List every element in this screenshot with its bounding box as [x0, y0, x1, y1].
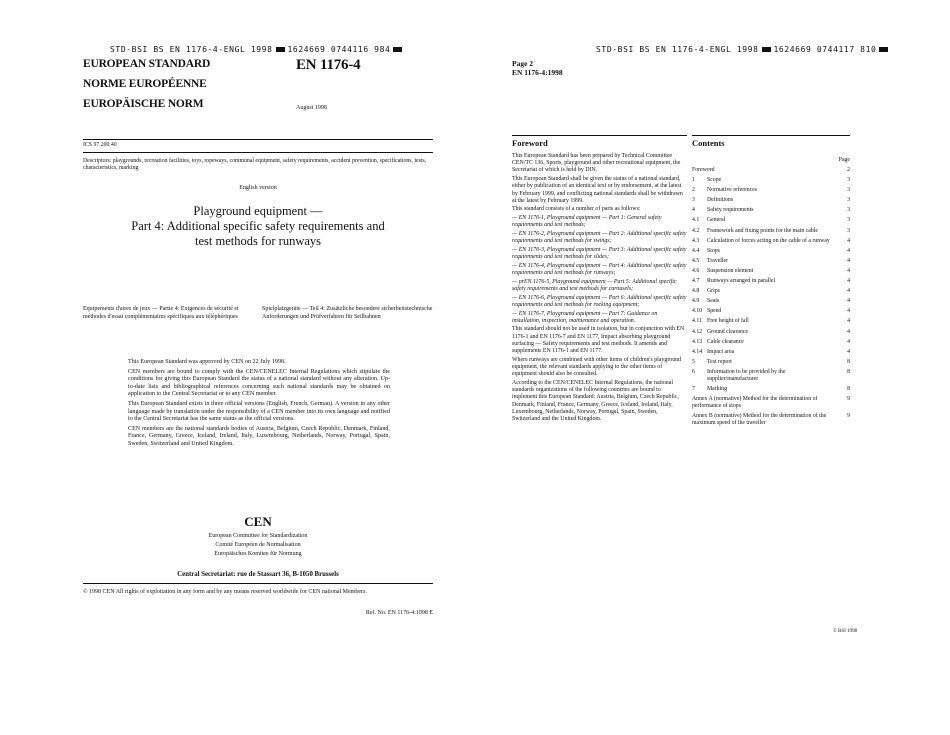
toc-entry[interactable]	[692, 329, 850, 336]
bsi-stamp	[110, 45, 405, 54]
toc-entry-title: Annex A (normative) Method for the determination of performance of stops	[692, 396, 818, 410]
toc-entry-title: Annex B (normative) Method for the determination of the maximum speed of the traveller	[692, 413, 827, 427]
toc-entry-page: 3	[847, 227, 850, 234]
toc-entry-title: Cable clearance	[707, 338, 744, 345]
toc-entry-page: 8	[847, 358, 850, 365]
toc-entry-number: 7	[692, 385, 695, 392]
toc-entry-title: Scope	[707, 177, 722, 184]
toc-entry-page: 4	[847, 348, 850, 355]
toc-entry-number: 4.14	[692, 348, 703, 355]
toc-entry[interactable]	[692, 288, 850, 295]
ics-rule	[83, 152, 433, 153]
title-line: test methods for runways	[194, 234, 322, 248]
toc-entry[interactable]	[692, 248, 850, 255]
title-line: Playground equipment —	[193, 204, 323, 218]
toc-entry-title: Safety requirements	[707, 207, 754, 214]
stamp-block	[762, 47, 771, 52]
stamp-text: STD-BSI BS EN 1176-4-ENGL 1998	[596, 45, 759, 54]
stamp-code: 1624669 0744116 984	[287, 45, 391, 54]
central-secretariat: Central Secretariat: rue de Stassart 36, B-1050 Brussels	[177, 571, 339, 578]
toc-entry-title: Marking	[707, 385, 727, 392]
toc-entry[interactable]	[692, 187, 850, 194]
toc-entry[interactable]	[692, 359, 850, 366]
toc-entry[interactable]	[692, 238, 850, 245]
toc-entry[interactable]	[692, 177, 850, 184]
toc-entry-page: 4	[847, 247, 850, 254]
toc-entry-title: Suspension element	[707, 267, 754, 274]
stamp-block	[276, 47, 285, 52]
foreword-part-item: — EN 1176-2, Playground equipment — Part 2: Additional specific safety requirements and test methods for swings;	[512, 231, 687, 245]
toc-entry-title: Impact area	[707, 348, 735, 355]
header-rule	[83, 139, 433, 140]
table-of-contents	[692, 167, 850, 430]
toc-entry-number: 4.13	[692, 338, 703, 345]
toc-entry-page: 4	[847, 257, 850, 264]
foreword-part-item: — EN 1176-6, Playground equipment — Part 6: Additional specific safety requirements and test methods for rocking equipment;	[512, 294, 687, 308]
toc-entry-title: Normative references	[707, 187, 758, 194]
toc-entry-page: 4	[847, 308, 850, 315]
stamp-code: 1624669 0744117 810	[773, 45, 877, 54]
foreword-paragraph: This European Standard has been prepared by Technical Committee CEN/TC 136, Sports, playground and other recreational equipment, the Secretariat of which is held by DIN.	[512, 153, 681, 174]
toc-entry[interactable]	[692, 413, 850, 427]
page-number-label: Page 2	[512, 59, 534, 68]
toc-entry-page: 9	[847, 413, 850, 420]
copyright-notice: © 1998 CEN All rights of exploitation in any form and by any means reserved worldwide for CEN national Members.	[83, 589, 367, 595]
toc-entry-title: Stops	[707, 247, 720, 254]
toc-entry-page: 8	[847, 368, 850, 375]
standard-number: EN 1176-4	[296, 57, 361, 73]
toc-page-column-label: Page	[838, 157, 850, 163]
toc-entry-page: 8	[847, 385, 850, 392]
toc-entry[interactable]	[692, 308, 850, 315]
toc-entry-number: 4.1	[692, 217, 700, 224]
german-title: Spielplatzgeräte — Teil 4: Zusätzliche besondere sicherheitstechnische Anforderungen und Prüfverfahren für Seilbahnen	[262, 306, 433, 320]
toc-entry-number: 4.4	[692, 247, 700, 254]
toc-entry-page: 4	[847, 318, 850, 325]
right-page	[478, 0, 950, 735]
toc-entry-page: 4	[847, 328, 850, 335]
bsi-stamp	[596, 45, 891, 54]
toc-entry-number: 2	[692, 187, 695, 194]
cen-names	[83, 532, 433, 559]
toc-entry-title: Speed	[707, 308, 722, 315]
toc-entry-number: 4.3	[692, 237, 700, 244]
toc-entry-number: 4.12	[692, 328, 703, 335]
foreword-part-item: — EN 1176-3, Playground equipment — Part 3: Additional specific safety requirements and test methods for slides;	[512, 246, 687, 261]
toc-entry-page: 3	[847, 177, 850, 184]
toc-entry[interactable]	[692, 298, 850, 305]
toc-entry-title: Seats	[707, 298, 720, 305]
foreword-rule	[512, 135, 687, 136]
header-line-en: EUROPEAN STANDARD	[83, 58, 211, 70]
toc-entry[interactable]	[692, 278, 850, 285]
title-line: Part 4: Additional specific safety requirements and	[131, 219, 385, 233]
toc-entry-number: 5	[692, 358, 695, 365]
foreword-heading: Foreword	[512, 138, 548, 148]
toc-entry[interactable]	[692, 167, 850, 174]
toc-entry-number: 4.9	[692, 298, 700, 305]
toc-entry-title: Foreword	[692, 167, 715, 173]
standard-reference: EN 1176-4:1998	[512, 68, 563, 77]
toc-entry-title: Runways arranged in parallel	[707, 278, 776, 285]
toc-entry-page: 4	[847, 278, 850, 285]
descriptors: Descriptors: playgrounds, recreation facilities, toys, ropeways, communal equipment, safety requirements, accident prevention, specifications, tests, characteristics, marking	[83, 158, 427, 172]
toc-entry[interactable]	[692, 217, 850, 224]
toc-entry-title: Grips	[707, 288, 720, 295]
toc-entry-page: 3	[847, 187, 850, 194]
stamp-block	[393, 47, 402, 52]
footer-copyright: © BSI 1998	[833, 629, 858, 634]
toc-entry-number: 4.5	[692, 257, 700, 264]
approval-paragraph: This European Standard was approved by CEN on 22 July 1998.	[128, 359, 286, 365]
toc-entry[interactable]	[692, 386, 850, 393]
toc-entry[interactable]	[692, 318, 850, 325]
stamp-block	[879, 47, 888, 52]
toc-entry-number: 1	[692, 177, 695, 184]
toc-entry-number: 3	[692, 197, 695, 204]
header-line-fr: NORME EUROPÉENNE	[83, 78, 207, 90]
toc-entry-page: 4	[847, 338, 850, 345]
toc-entry-number: 4	[692, 207, 695, 214]
toc-entry-page: 4	[847, 267, 850, 274]
foreword-paragraph: This European Standard shall be given the status of a national standard, either by publication of an identical text or by endorsement, at the latest by February 1999, and conflicting national standards shall be withdrawn at the latest by February 1999.	[512, 176, 683, 204]
foreword-paragraph: According to the CEN/CENELEC Internal Regulations, the national standards organizations of the following countries are bound to implement this European Standard: Austria, Belgium, Czech Republic, Denmark, Finland, France, Germany, Greece, Iceland, Ireland, Italy, Luxembourg, Netherlands, Norway, Portugal, Spain, Sweden, Switzerland and the United Kingdom.	[512, 379, 679, 422]
foreword-part-item: — EN 1176-7, Playground equipment — Part 7: Guidance on installation, inspection, maintenance and operation.	[512, 310, 658, 324]
foreword-paragraph: This standard should not be used in isolation, but in conjunction with EN 1176-1 and EN 1176-7 and EN 1177, Impact absorbing playground surfacing — Safety requirements and test methods. It amends and supplements EN 1176-1 and EN 1177.	[512, 326, 685, 355]
toc-entry-page: 4	[847, 288, 850, 295]
toc-entry[interactable]	[692, 369, 850, 383]
foreword-part-item: — prEN 1176-5, Playground equipment — Part 5: Additional specific safety requirements and test methods for carousels;	[512, 278, 677, 292]
foreword-paragraph: Where runways are combined with other items of children's playground equipment, the relevant standards applying to the other items of equipment should also be consulted.	[512, 356, 682, 378]
cen-name-en: European Committee for Standardization	[208, 533, 308, 539]
cen-logo-text: CEN	[244, 514, 272, 529]
toc-entry-title: Information to be provided by the supplier/manufacturer	[707, 368, 786, 382]
toc-entry-page: 9	[847, 396, 850, 403]
toc-entry[interactable]	[692, 396, 850, 410]
stamp-text: STD-BSI BS EN 1176-4-ENGL 1998	[110, 45, 273, 54]
footer-rule	[83, 583, 433, 584]
approval-text	[128, 359, 390, 451]
toc-entry-page: 4	[847, 298, 850, 305]
header-line-de: EUROPÄISCHE NORM	[83, 98, 204, 110]
toc-entry-page: 4	[847, 237, 850, 244]
cen-name-de: Europäisches Komitee für Normung	[214, 551, 302, 557]
cen-name-fr: Comité Européen de Normalisation	[215, 542, 301, 548]
approval-paragraph: This European Standard exists in three official versions (English, French, German). A version in any other language made by translation under the responsibility of a CEN member into its own language and notified to the Central Secretariat has the same status as the official versions.	[128, 400, 390, 423]
foreword-body	[512, 153, 687, 425]
toc-entry-title: Calculation of forces acting on the cable of a runway	[707, 237, 830, 244]
ics-code: ICS 97.200.40	[83, 142, 117, 148]
approval-paragraph: CEN members are bound to comply with the CEN/CENELEC Internal Regulations which stipulate the conditions for giving this European Standard the status of a national standard without any alteration. Up-to-date lists and bibliographical references concerning such national standards may be obtained on application to the Central Secretariat or to any CEN member.	[128, 368, 390, 398]
contents-heading: Contents	[692, 138, 725, 148]
contents-rule	[692, 135, 850, 136]
toc-entry-number: 4.11	[692, 318, 702, 325]
foreword-part-item: — EN 1176-1, Playground equipment — Part 1: General safety requirements and test methods;	[512, 215, 662, 229]
toc-entry-page: 3	[847, 197, 850, 204]
toc-entry-number: 6	[692, 368, 695, 375]
version-label: English version	[239, 185, 277, 191]
approval-paragraph: CEN members are the national standards bodies of Austria, Belgium, Czech Republic, Denmark, Finland, France, Germany, Greece, Iceland, Ireland, Italy, Luxembourg, Netherlands, Norway, Portugal, Spain, Sweden, Switzerland and United Kingdom.	[128, 425, 390, 447]
toc-entry-number: 4.6	[692, 267, 700, 274]
toc-entry-title: Test report	[707, 358, 732, 365]
toc-entry-number: 4.8	[692, 288, 700, 295]
toc-entry-page: 3	[847, 207, 850, 214]
document-title	[83, 204, 433, 249]
page-header	[512, 59, 563, 77]
toc-entry-title: General	[707, 217, 726, 224]
toc-entry[interactable]	[692, 349, 850, 356]
toc-entry-title: Traveller	[707, 257, 729, 264]
foreword-part-item: — EN 1176-4, Playground equipment — Part 4: Additional specific safety requirements and test methods for runways;	[512, 262, 687, 277]
toc-entry[interactable]	[692, 339, 850, 346]
toc-entry[interactable]	[692, 258, 850, 265]
reference-number: Ref. No. EN 1176-4:1998 E	[365, 610, 433, 616]
toc-entry-number: 4.10	[692, 308, 703, 315]
toc-entry[interactable]	[692, 228, 850, 235]
toc-entry-page: 2	[847, 167, 850, 173]
toc-entry-page: 3	[847, 217, 850, 224]
publication-date: August 1998	[296, 105, 327, 111]
toc-entry-title: Framework and fixing points for the main cable	[707, 227, 818, 234]
toc-entry-title: Ground clearance	[707, 328, 749, 335]
toc-entry-title: Free height of fall	[707, 318, 749, 325]
toc-entry-title: Definitions	[707, 197, 734, 204]
toc-entry[interactable]	[692, 197, 850, 204]
french-title: Equipements d'aires de jeux — Partie 4: Exigences de sécurité et méthodes d'essai complémentaires spécifiques aux téléphériques	[83, 306, 239, 320]
toc-entry[interactable]	[692, 268, 850, 275]
left-page	[0, 0, 470, 735]
foreword-paragraph: This standard consists of a number of parts as follows:	[512, 206, 641, 213]
toc-entry-number: 4.7	[692, 278, 700, 285]
toc-entry-number: 4.2	[692, 227, 700, 234]
toc-entry[interactable]	[692, 207, 850, 214]
